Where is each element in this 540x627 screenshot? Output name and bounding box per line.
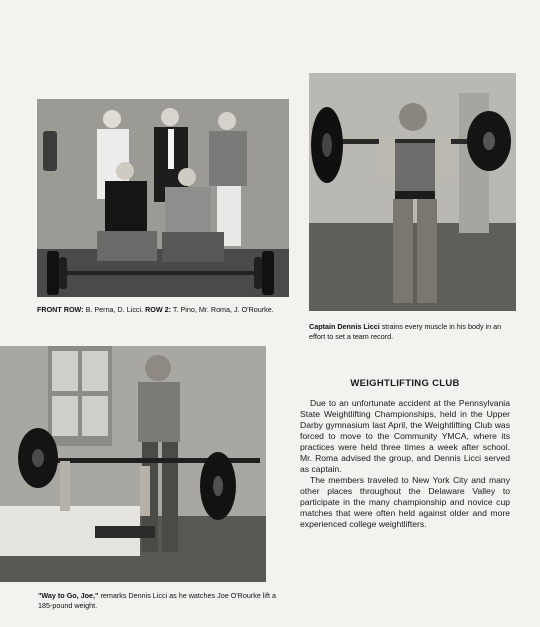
caption-front-row-names: B. Perna, D. Licci. — [83, 305, 146, 314]
caption-captain-text: strains every muscle in his body in an effort to set a team record. — [309, 322, 502, 341]
caption-captain-name: Captain Dennis Licci — [309, 322, 380, 331]
caption-row2-label: ROW 2: — [145, 305, 172, 314]
article-body — [300, 398, 510, 530]
caption-front-row-label: FRONT ROW: — [37, 305, 84, 314]
bench-press-photo-image — [0, 346, 266, 582]
bench-press-photo-caption — [38, 591, 288, 611]
article-heading: WEIGHTLIFTING CLUB — [350, 378, 460, 389]
team-group-photo-image — [37, 99, 289, 297]
article-paragraph-2: The members traveled to New York City and many other places throughout the Delaware Valley to participate in the many championship and novice cup matches that were often held against older and more experienced college weightlifters. — [300, 475, 510, 529]
captain-lifting-photo-caption — [309, 322, 519, 342]
team-group-photo — [37, 99, 289, 297]
caption-quote: "Way to Go, Joe," — [38, 591, 99, 600]
caption-bench-text: remarks Dennis Licci as he watches Joe O'Rourke lift a 185-pound weight. — [38, 591, 277, 610]
caption-row2-names: T. Pino, Mr. Roma, J. O'Rourke. — [171, 305, 274, 314]
article-paragraph-1: Due to an unfortunate accident at the Pennsylvania State Weightlifting Championships, held in the Upper Darby gymnasium last April, the Weightlifting Club was forced to move to the Community YMCA, where its practices were held three times a week after school. Mr. Roma advised the group, and Dennis Licci served as captain. — [300, 398, 510, 474]
captain-lifting-photo-image — [309, 73, 516, 311]
captain-lifting-photo — [309, 73, 516, 311]
bench-press-photo — [0, 346, 266, 582]
team-group-photo-caption — [37, 305, 297, 315]
